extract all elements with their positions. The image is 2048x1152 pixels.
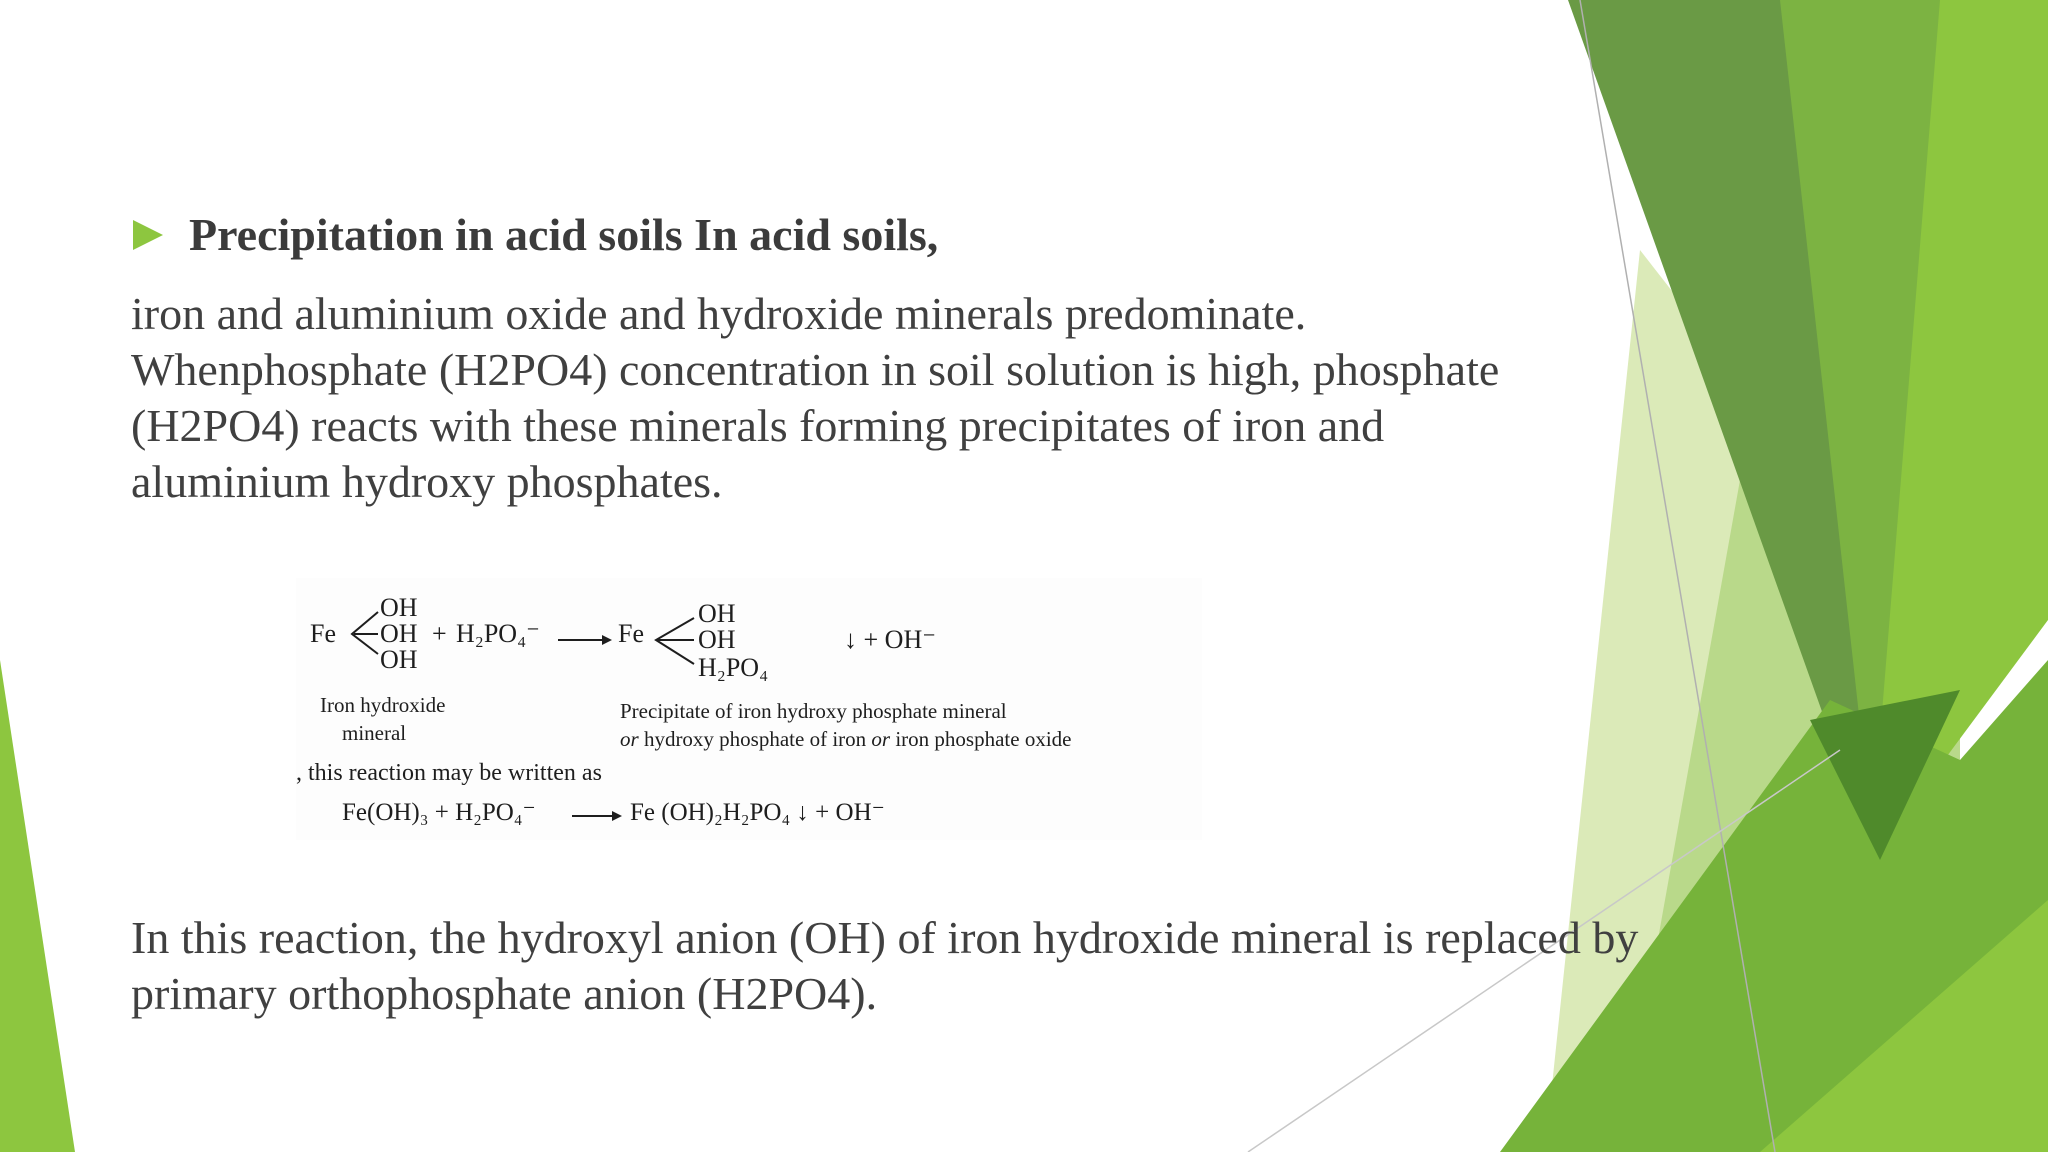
fe-left: Fe [310,619,336,648]
equation-products: Fe (OH)₂H₂PO₄ ↓ + OH⁻ [630,799,885,826]
h2po4-product: H₂PO₄ [698,653,769,682]
left-green-sliver [0,660,75,1152]
oh-top-left: OH [380,593,418,622]
label-reactant-line1: Iron hydroxide [320,693,446,717]
slide-heading: Precipitation in acid soils In acid soils, [189,209,939,260]
h2po4-reactant: H₂PO₄⁻ [456,619,540,648]
plus-sign: + [432,619,447,648]
triangle-right-icon [131,218,165,252]
body-paragraph: iron and aluminium oxide and hydroxide minerals predominate. Whenphosphate (H2PO4) concentration in soil solution is high, phosphate (H2PO4) reacts with these minerals forming precipitates of iron and aluminium hydroxy phosphates. [131,288,1500,507]
oh-mid-right: OH [698,625,736,654]
heading-row [131,205,938,265]
reaction-diagram [296,578,1202,840]
reaction-arrow-1-head [602,635,612,645]
written-as-text: , this reaction may be written as [296,760,602,786]
label-reactant-line2: mineral [342,721,407,745]
label-product-line2: or hydroxy phosphate of iron or iron phosphate oxide [620,727,1072,751]
precip-oh: ↓ + OH⁻ [844,625,936,654]
label-product-line1: Precipitate of iron hydroxy phosphate mineral [620,699,1007,723]
fe-right: Fe [618,619,644,648]
oh-top-right: OH [698,599,736,628]
oh-mid-left: OH [380,619,418,648]
oh-bottom-left: OH [380,645,418,674]
equation-reactants: Fe(OH)₃ + H₂PO₄⁻ [342,799,536,826]
reaction-arrow-2-head [612,811,622,821]
closing-paragraph: In this reaction, the hydroxyl anion (OH) of iron hydroxide mineral is replaced by primary orthophosphate anion (H2PO4). [131,912,1639,1019]
reaction-figure [296,578,1202,840]
